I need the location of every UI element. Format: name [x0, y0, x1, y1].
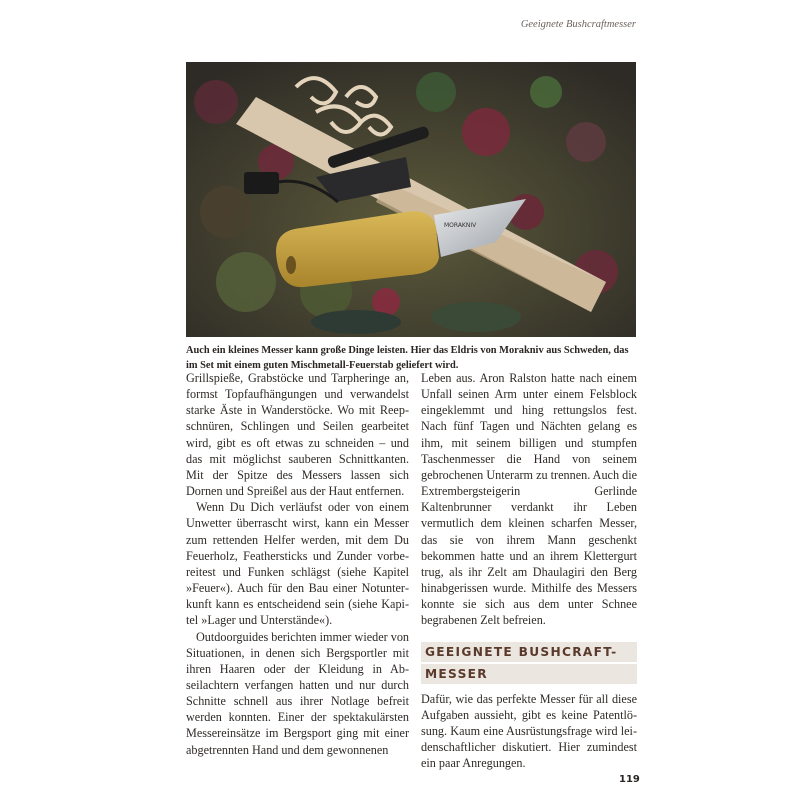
running-head: Geeignete Bushcraftmesser: [520, 19, 636, 30]
section-heading-line-1: GEEIGNETE BUSHCRAFT-: [421, 642, 637, 662]
right-text-column: [421, 370, 637, 771]
photo-caption: Auch ein kleines Messer kann große Dinge leisten. Hier das Eldris von Morakniv aus Schweden, das im Set mit einem guten Mischmetall-Feuerstab geliefert wird.: [186, 345, 629, 371]
paragraph: Dafür, wie das perfekte Messer für all diese Aufgaben aussieht, gibt es keine Patentlösung. Kaum eine Ausrüstungsfrage wird leidenschaftlicher diskutiert. Hier zumindest ein paar Anregungen.: [421, 691, 637, 771]
svg-text:MORAKNIV: MORAKNIV: [444, 222, 477, 229]
knife-photo: [186, 62, 636, 337]
section-heading-line-2: MESSER: [421, 664, 637, 684]
left-text-column: [186, 370, 409, 758]
paragraph: Wenn Du Dich verläufst oder von einem Unwetter überrascht wirst, kann ein Messer zum rettenden Helfer werden, mit dem Du Feuerholz, Feathersticks und Zunder vorbereitest und Funken schlägst (siehe Kapitel »Feuer«). Auch für den Bau einer Notunterkunft kann es entscheidend sein (siehe Kapitel »Lager und Unterstände«).: [186, 500, 409, 628]
paragraph: Leben aus. Aron Ralston hatte nach einem Unfall seinen Arm unter einem Felsblock eingeklemmt und hing rettungslos fest. Nach fünf Tagen und Nächten gelang es ihm, mit seinem billigen und stumpfen Taschenmesser die Hand von seinem gebrochenen Unterarm zu trennen. Auch die Extrembergsteigerin Gerlinde Kaltenbrunner verdankt ihr Leben vermutlich dem kleinen scharfen Messer, das sie von ihrem Mann geschenkt bekommen hatte und an ihrem Klettergurt trug, als ihr Zelt am Dhaulagiri den Berg hinabgerissen wurde. Mithilfe des Messers konnte sie sich aus dem unter Schnee begrabenen Zelt befreien.: [421, 371, 637, 628]
section-heading: [421, 642, 637, 684]
paragraph: Outdoorguides berichten immer wieder von Situationen, in denen sich Bergsportler mit ihren Haaren oder der Kleidung in Abseilachtern verfangen hatten und nur durch Schnitte schnell aus ihrer Notlage befreit werden konnten. Einer der spektakulärsten Messereinsätze im Bergsport ging mit einer abgetrennten Hand und dem gewonnenen: [186, 629, 410, 757]
page-number: 119: [619, 774, 640, 785]
paragraph: Grillspieße, Grabstöcke und Tarpheringe an, formst Topfaufhängungen und verwandelst starke Äste in Wanderstöcke. Wo mit Reepschnüren, Schlingen und Seilen gearbeitet wird, gibt es oft etwas zu schneiden – und das mit möglichst sauberen Schnittkanten. Mit der Spitze des Messers lassen sich Dornen und Spreißel aus der Haut entfernen.: [186, 371, 409, 499]
